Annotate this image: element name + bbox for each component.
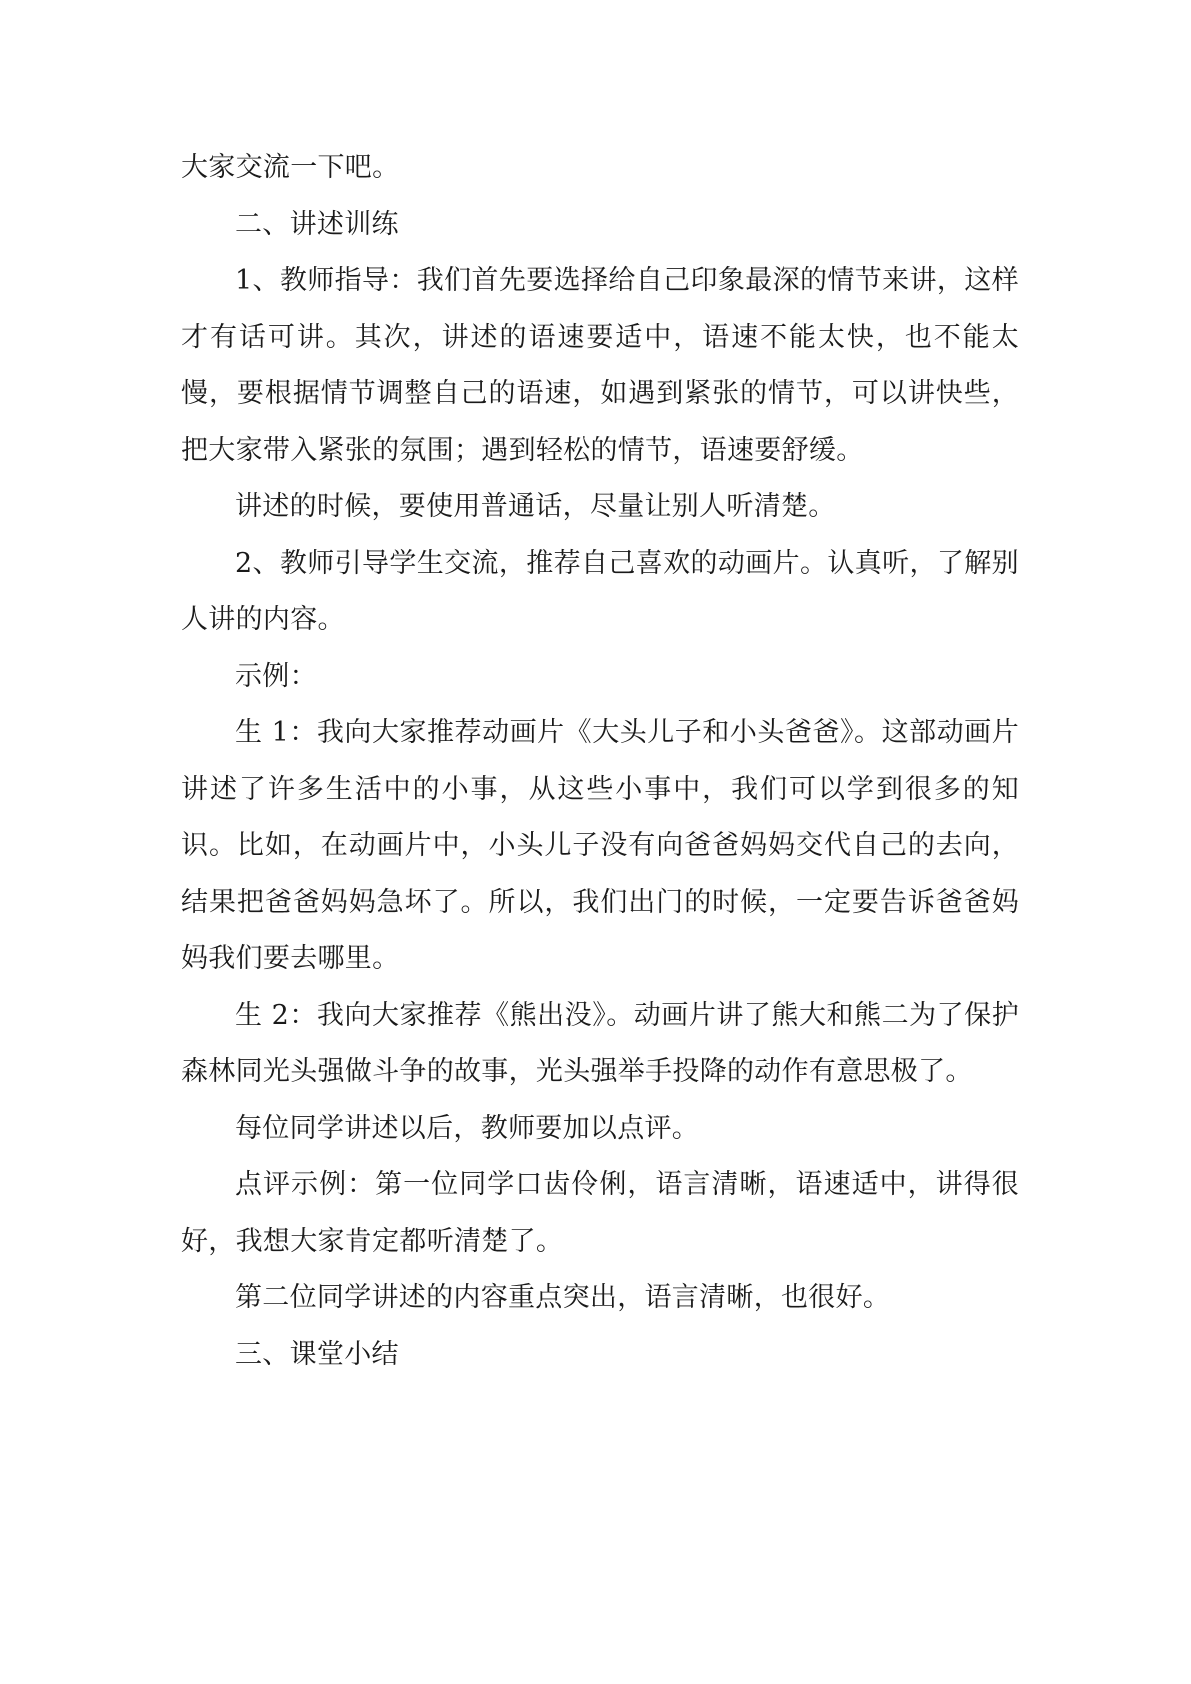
paragraph-mandarin-note: 讲述的时候，要使用普通话，尽量让别人听清楚。 (235, 491, 836, 522)
section-heading-class-summary: 三、课堂小结 (235, 1338, 399, 1370)
paragraph-student-2: 生 2：我向大家推荐《熊出没》。动画片讲了熊大和熊二为了保护森林同光头强做斗争的故事，光头强举手投降的动作有意思极了。 (181, 999, 1019, 1087)
paragraph-comment-example: 点评示例：第一位同学口齿伶俐，语言清晰，语速适中，讲得很好，我想大家肯定都听清楚了。 (181, 1169, 1019, 1257)
section-heading-narration-training: 二、讲述训练 (235, 208, 399, 240)
paragraph-continuation: 大家交流一下吧。 (181, 152, 400, 183)
paragraph-example-label: 示例： (235, 660, 317, 692)
paragraph-student-exchange: 2、教师引导学生交流，推荐自己喜欢的动画片。认真听，了解别人讲的内容。 (181, 547, 1019, 635)
paragraph-teacher-comment: 每位同学讲述以后，教师要加以点评。 (235, 1112, 700, 1144)
paragraph-second-student-comment: 第二位同学讲述的内容重点突出，语言清晰，也很好。 (235, 1282, 891, 1313)
paragraph-student-1: 生 1：我向大家推荐动画片《大头儿子和小头爸爸》。这部动画片讲述了许多生活中的小事，从这些小事中，我们可以学到很多的知识。比如，在动画片中，小头儿子没有向爸爸妈妈交代自己的去向，结果把爸爸妈妈急坏了。所以，我们出门的时候，一定要告诉爸爸妈妈我们要去哪里。 (181, 717, 1019, 974)
paragraph-teacher-guidance: 1、教师指导：我们首先要选择给自己印象最深的情节来讲，这样才有话可讲。其次，讲述的语速要适中，语速不能太快，也不能太慢，要根据情节调整自己的语速，如遇到紧张的情节，可以讲快些，把大家带入紧张的氛围；遇到轻松的情节，语速要舒缓。 (181, 265, 1019, 466)
document-page (181, 140, 1019, 1383)
